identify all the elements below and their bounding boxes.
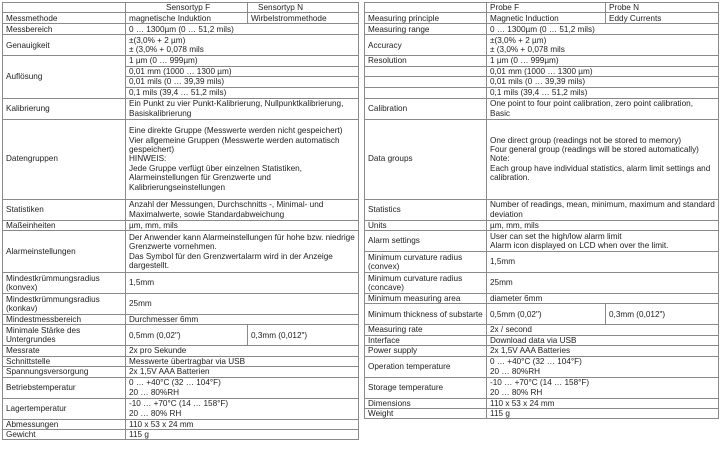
table-row [3, 231, 359, 273]
row-label: Measuring range [365, 24, 487, 35]
table-row [365, 335, 719, 345]
table-row [3, 430, 359, 440]
table-row [3, 398, 359, 419]
table-row [365, 325, 719, 335]
table-header-row [3, 3, 359, 13]
row-value: Number of readings, mean, minimum, maximum and standard deviation [487, 199, 719, 220]
row-label: Auflösung [3, 56, 126, 98]
value-line: 20 … 80% RH [129, 408, 182, 418]
table-row [3, 419, 359, 429]
row-label: Minimum measuring area [365, 294, 487, 304]
table-row [3, 56, 359, 66]
row-label: Minimale Stärke des Untergrundes [3, 325, 126, 346]
value-line: User can set the high/low alarm limit [490, 231, 622, 241]
row-value: 0,01 mm (1000 … 1300 µm) [126, 66, 359, 76]
row-value: 2x 1,5V AAA Batterien [126, 367, 359, 377]
row-value [487, 377, 719, 398]
row-value: Messwerte übertragbar via USB [126, 356, 359, 366]
row-value: 110 x 53 x 24 mm [487, 398, 719, 408]
spec-table-english [364, 2, 719, 419]
row-value: 0 … 1300µm (0 … 51,2 mils) [487, 24, 719, 35]
table-row [3, 356, 359, 366]
row-value: 0,01 mm (1000 … 1300 µm) [487, 66, 719, 76]
row-label: Lagertemperatur [3, 398, 126, 419]
row-label: Units [365, 220, 487, 230]
row-value [126, 377, 359, 398]
row-value-n: 0,3mm (0,012") [606, 304, 719, 325]
row-value: 1 µm (0 … 999µm) [126, 56, 359, 66]
value-line: One direct group (readings not be stored to memory) [490, 135, 682, 145]
row-label-empty [365, 66, 487, 76]
table-row [3, 24, 359, 35]
value-line: ± (3,0% + 0,078 mils [490, 45, 565, 55]
table-row [3, 346, 359, 356]
value-line: Alarm icon displayed on LCD when over the limit. [490, 241, 669, 251]
row-value: 1,5mm [487, 252, 719, 273]
row-label-empty [365, 77, 487, 87]
table-row [365, 24, 719, 35]
row-label-empty [365, 87, 487, 98]
table-row [3, 294, 359, 315]
value-line: Jede Gruppe verfügt über einzelnen Statistiken, Alarmeinstellungen für Grenzwerte und Kalibrierungseinstellungen [129, 163, 302, 192]
value-line: ± (3,0% + 0,078 mils [129, 45, 204, 55]
table-row [3, 119, 359, 199]
row-value: 115 g [126, 430, 359, 440]
header-probe-n: Sensortyp N [248, 3, 359, 13]
table-row [365, 346, 719, 356]
value-line: 0 … +40°C (32 … 104°F) [129, 378, 221, 388]
table-row [365, 252, 719, 273]
header-probe-f: Sensortyp F [126, 3, 248, 13]
value-line: ±(3,0% + 2 µm) [129, 36, 186, 45]
table-row [365, 409, 719, 419]
value-line: -10 … +70°C (14 … 158°F) [490, 378, 590, 388]
row-value: 0,1 mils (39,4 … 51,2 mils) [126, 87, 359, 98]
row-label: Measuring rate [365, 325, 487, 335]
header-probe-n: Probe N [606, 3, 719, 13]
row-value [126, 398, 359, 419]
table-header-row [365, 3, 719, 13]
table-row [3, 315, 359, 325]
row-label: Alarm settings [365, 231, 487, 252]
row-label: Messmethode [3, 13, 126, 24]
table-row [365, 87, 719, 98]
row-value: Download data via USB [487, 335, 719, 345]
value-line: Each group have individual statistics, alarm limit settings and calibration. [490, 163, 711, 183]
value-line: Das Symbol für den Grenzwertalarm wird in der Anzeige dargestellt. [129, 251, 333, 270]
header-probe-f: Probe F [487, 3, 606, 13]
row-label: Accuracy [365, 35, 487, 56]
table-row [3, 199, 359, 220]
row-label: Data groups [365, 119, 487, 199]
value-line: Vier allgemeine Gruppen (Messwerte werden automatisch gespeichert) [129, 135, 340, 155]
row-value [487, 119, 719, 199]
row-label: Messbereich [3, 24, 126, 35]
row-value-n: Wirbelstrommethode [248, 13, 359, 24]
row-value-n: Eddy Currents [606, 13, 719, 24]
row-label: Minimum thickness of substarte [365, 304, 487, 325]
row-value [487, 356, 719, 377]
row-value: 1,5mm [126, 273, 359, 294]
table-row [3, 377, 359, 398]
value-line: 20 … 80% RH [490, 387, 543, 397]
table-row [365, 98, 719, 119]
row-label: Statistiken [3, 199, 126, 220]
table-row [365, 231, 719, 252]
row-value: 0 … 1300µm (0 … 51,2 mils) [126, 24, 359, 35]
row-value [487, 231, 719, 252]
value-line: HINWEIS: [129, 154, 167, 164]
table-row [365, 66, 719, 76]
table-row [3, 35, 359, 56]
row-value [487, 35, 719, 56]
table-row [3, 220, 359, 230]
value-line: 20 … 80%RH [490, 366, 541, 376]
table-row [365, 199, 719, 220]
value-line: ±(3,0% + 2 µm) [490, 36, 547, 45]
row-value: 115 g [487, 409, 719, 419]
row-label: Kalibrierung [3, 98, 126, 119]
row-value: 0,01 mils (0 … 39,39 mils) [126, 77, 359, 87]
table-row [365, 77, 719, 87]
row-value: 2x / second [487, 325, 719, 335]
table-row [365, 56, 719, 66]
row-value: diameter 6mm [487, 294, 719, 304]
row-value-f: 0,5mm (0,02") [487, 304, 606, 325]
row-label: Alarmeinstellungen [3, 231, 126, 273]
table-row [3, 367, 359, 377]
row-label: Abmessungen [3, 419, 126, 429]
table-row [365, 119, 719, 199]
row-value: Anzahl der Messungen, Durchschnitts -, Minimal- und Maximalwerte, sowie Standardabweichung [126, 199, 359, 220]
row-value-f: 0,5mm (0,02") [126, 325, 248, 346]
row-value [126, 35, 359, 56]
row-value: 110 x 53 x 24 mm [126, 419, 359, 429]
row-label: Mindestmessbereich [3, 315, 126, 325]
row-value: One point to four point calibration, zero point calibration, Basic [487, 98, 719, 119]
row-label: Minimum curvature radius (concave) [365, 273, 487, 294]
row-label: Betriebstemperatur [3, 377, 126, 398]
row-value-n: 0,3mm (0,012") [248, 325, 359, 346]
table-row [365, 294, 719, 304]
value-line: Note: [490, 154, 510, 164]
table-row [3, 325, 359, 346]
row-value: 2x pro Sekunde [126, 346, 359, 356]
table-row [365, 273, 719, 294]
row-value-f: Magnetic Induction [487, 13, 606, 24]
row-label: Mindestkrümmungsradius (konvex) [3, 273, 126, 294]
header-blank-cell [365, 3, 487, 13]
row-label: Minimum curvature radius (convex) [365, 252, 487, 273]
row-label: Operation temperature [365, 356, 487, 377]
row-value: 0,1 mils (39,4 … 51,2 mils) [487, 87, 719, 98]
row-label: Datengruppen [3, 119, 126, 199]
row-value: 25mm [126, 294, 359, 315]
row-value: 2x 1,5V AAA Batteries [487, 346, 719, 356]
row-label: Gewicht [3, 430, 126, 440]
row-label: Spannungsversorgung [3, 367, 126, 377]
row-label: Weight [365, 409, 487, 419]
row-label: Messrate [3, 346, 126, 356]
table-row [365, 356, 719, 377]
table-row [365, 13, 719, 24]
row-value: 0,01 mils (0 … 39,39 mils) [487, 77, 719, 87]
table-row [3, 273, 359, 294]
table-row [365, 35, 719, 56]
row-value: Ein Punkt zu vier Punkt-Kalibrierung, Nullpunktkalibrierung, Basiskalibrierung [126, 98, 359, 119]
value-line: 20 … 80%RH [129, 387, 180, 397]
table-row [365, 398, 719, 408]
table-row [3, 98, 359, 119]
value-line: Eine direkte Gruppe (Messwerte werden nicht gespeichert) [129, 126, 343, 136]
value-line: -10 … +70°C (14 … 158°F) [129, 399, 229, 409]
row-value: µm, mm, mils [487, 220, 719, 230]
value-line: 0 … +40°C (32 … 104°F) [490, 357, 582, 367]
row-label: Storage temperature [365, 377, 487, 398]
table-row [365, 304, 719, 325]
row-value: Durchmesser 6mm [126, 315, 359, 325]
table-row [365, 377, 719, 398]
row-label: Mindestkrümmungsradius (konkav) [3, 294, 126, 315]
row-label: Statistics [365, 199, 487, 220]
row-value [126, 119, 359, 199]
value-line: Four general group (readings will be stored automatically) [490, 145, 699, 155]
row-label: Dimensions [365, 398, 487, 408]
row-value: 1 µm (0 … 999µm) [487, 56, 719, 66]
row-value [126, 231, 359, 273]
row-label: Measuring principle [365, 13, 487, 24]
row-label: Interface [365, 335, 487, 345]
row-label: Calibration [365, 98, 487, 119]
row-label: Power supply [365, 346, 487, 356]
row-label: Genauigkeit [3, 35, 126, 56]
row-label: Resolution [365, 56, 487, 66]
spec-table-german [2, 2, 359, 440]
row-value: 25mm [487, 273, 719, 294]
header-blank-cell [3, 3, 126, 13]
table-row [3, 13, 359, 24]
value-line: Der Anwender kann Alarmeinstellungen für hohe bzw. niedrige Grenzwerte vornehmen. [129, 232, 355, 252]
row-value: µm, mm, mils [126, 220, 359, 230]
row-label: Maßeinheiten [3, 220, 126, 230]
row-label: Schnittstelle [3, 356, 126, 366]
table-row [365, 220, 719, 230]
row-value-f: magnetische Induktion [126, 13, 248, 24]
